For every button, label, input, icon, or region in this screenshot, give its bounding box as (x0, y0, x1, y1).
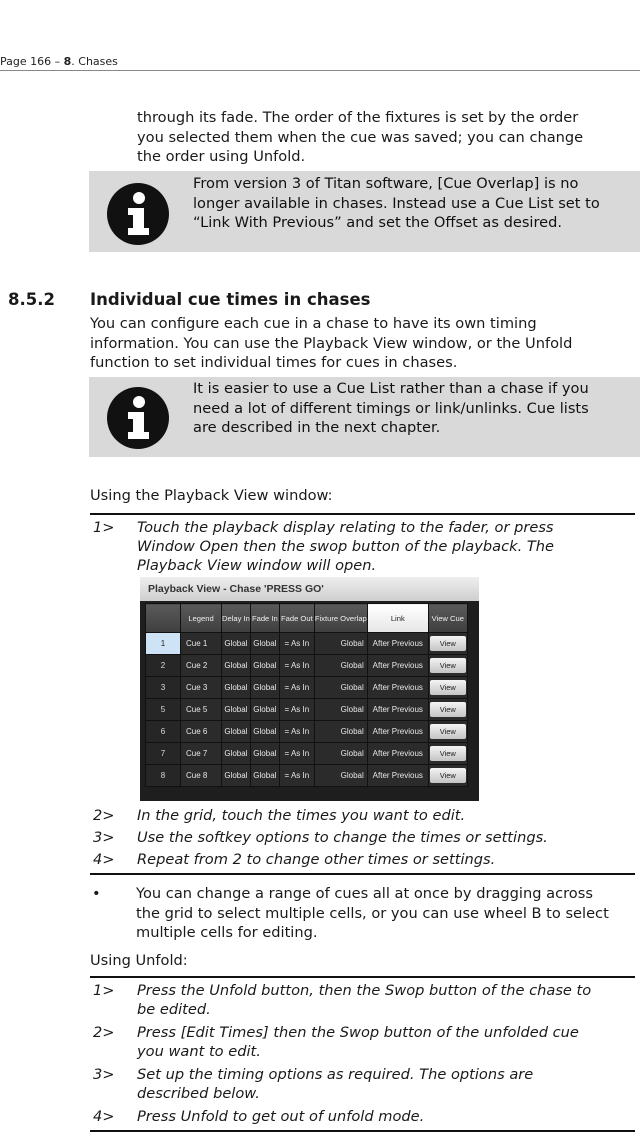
link-cell[interactable]: After Previous (367, 765, 428, 787)
page-header (0, 55, 118, 68)
column-header (146, 604, 181, 633)
playback-steps-1 (90, 513, 635, 575)
text-line: information. You can use the Playback View window, or the Unfold (90, 334, 573, 352)
step-item (90, 828, 635, 847)
fade-out-cell[interactable]: = As In (279, 655, 314, 677)
table-row[interactable] (146, 633, 468, 655)
text-line: Set up the timing options as required. The options are (137, 1066, 534, 1083)
info-icon (106, 182, 170, 246)
row-index[interactable]: 1 (146, 633, 181, 655)
info-note-2 (89, 377, 640, 457)
step-item (90, 1065, 635, 1103)
page-number: Page 166 (0, 55, 52, 68)
step-number: 2> (93, 807, 115, 824)
text-line: “Link With Previous” and set the Offset as desired. (193, 214, 563, 231)
overlap-cell[interactable]: Global (314, 765, 367, 787)
fade-in-cell[interactable]: Global (250, 721, 279, 743)
view-button[interactable]: View (430, 702, 466, 717)
step-item (90, 981, 635, 1019)
view-cell (428, 765, 467, 787)
step-text (137, 1065, 635, 1103)
step-number: 3> (93, 829, 115, 846)
row-index[interactable]: 2 (146, 655, 181, 677)
link-cell[interactable]: After Previous (367, 655, 428, 677)
delay-cell[interactable]: Global (222, 743, 251, 765)
delay-cell[interactable]: Global (222, 699, 251, 721)
text-line: you selected them when the cue was saved; you can change (137, 128, 584, 146)
step-item (90, 806, 635, 825)
fade-in-cell[interactable]: Global (250, 743, 279, 765)
divider (90, 873, 635, 875)
step-item (90, 850, 635, 869)
link-cell[interactable]: After Previous (367, 721, 428, 743)
step-text (137, 981, 635, 1019)
step-number: 3> (93, 1066, 115, 1083)
header-divider (0, 70, 640, 71)
view-cell (428, 633, 467, 655)
delay-cell[interactable]: Global (222, 677, 251, 699)
fade-out-cell[interactable]: = As In (279, 721, 314, 743)
text-line: you want to edit. (137, 1043, 261, 1060)
text-line: Touch the playback display relating to the fader, or press (137, 519, 554, 536)
fade-in-cell[interactable]: Global (250, 655, 279, 677)
text-line: Press [Edit Times] then the Swop button of the unfolded cue (137, 1024, 579, 1041)
link-cell[interactable]: After Previous (367, 633, 428, 655)
section-paragraph (90, 314, 572, 373)
fade-in-cell[interactable]: Global (250, 699, 279, 721)
step-number: 4> (93, 1108, 115, 1125)
link-cell[interactable]: After Previous (367, 699, 428, 721)
text-line: Window Open then the swop button of the playback. The (137, 538, 554, 555)
playback-view-window (140, 577, 479, 801)
step-number: 1> (93, 982, 115, 999)
divider (90, 513, 635, 515)
legend-cell[interactable]: Cue 5 (181, 699, 222, 721)
step-number: 1> (93, 519, 115, 536)
playback-steps-2 (90, 806, 635, 875)
view-button[interactable]: View (430, 768, 466, 783)
legend-cell[interactable]: Cue 2 (181, 655, 222, 677)
view-button[interactable]: View (430, 746, 466, 761)
bullet-item (90, 884, 638, 943)
view-cell (428, 699, 467, 721)
step-item (90, 1023, 635, 1061)
column-header: Delay In (222, 604, 251, 633)
view-button[interactable]: View (430, 680, 466, 695)
divider (90, 976, 635, 978)
using-playback-label: Using the Playback View window: (90, 487, 333, 504)
fade-in-cell[interactable]: Global (250, 677, 279, 699)
step-number: 4> (93, 851, 115, 868)
legend-cell[interactable]: Cue 3 (181, 677, 222, 699)
window-title: Playback View - Chase 'PRESS GO' (140, 577, 479, 601)
legend-cell[interactable]: Cue 8 (181, 765, 222, 787)
step-text: Repeat from 2 to change other times or settings. (137, 851, 496, 868)
text-line: From version 3 of Titan software, [Cue Overlap] is no (193, 175, 579, 192)
table-row[interactable] (146, 677, 468, 699)
table-row[interactable] (146, 699, 468, 721)
row-index[interactable]: 3 (146, 677, 181, 699)
cue-grid (145, 603, 468, 787)
intro-paragraph (137, 108, 583, 167)
column-header: Link (367, 604, 428, 633)
grid-scroll-fade (140, 787, 479, 801)
section-number: 8.5.2 (8, 290, 55, 309)
note-text (193, 379, 636, 438)
legend-cell[interactable]: Cue 1 (181, 633, 222, 655)
overlap-cell[interactable]: Global (314, 677, 367, 699)
row-index[interactable]: 7 (146, 743, 181, 765)
view-cell (428, 655, 467, 677)
fade-out-cell[interactable]: = As In (279, 633, 314, 655)
delay-cell[interactable]: Global (222, 765, 251, 787)
overlap-cell[interactable]: Global (314, 633, 367, 655)
column-header: Legend (181, 604, 222, 633)
text-line: It is easier to use a Cue List rather than a chase if you (193, 380, 589, 397)
row-index[interactable]: 8 (146, 765, 181, 787)
text-line: You can change a range of cues all at once by dragging across (136, 885, 593, 902)
text-line: the order using Unfold. (137, 148, 306, 165)
fade-out-cell[interactable]: = As In (279, 743, 314, 765)
overlap-cell[interactable]: Global (314, 655, 367, 677)
link-cell[interactable]: After Previous (367, 743, 428, 765)
fade-in-cell[interactable]: Global (250, 633, 279, 655)
table-row[interactable] (146, 721, 468, 743)
info-icon (106, 386, 170, 450)
fade-out-cell[interactable]: = As In (279, 765, 314, 787)
step-item (90, 518, 635, 575)
view-button[interactable]: View (430, 724, 466, 739)
overlap-cell[interactable]: Global (314, 721, 367, 743)
text-line: be edited. (137, 1001, 211, 1018)
column-header: Fade In (250, 604, 279, 633)
row-index[interactable]: 5 (146, 699, 181, 721)
step-text: Use the softkey options to change the times or settings. (137, 829, 548, 846)
text-line: through its fade. The order of the fixtures is set by the order (137, 109, 579, 126)
text-line: Playback View window will open. (137, 557, 377, 574)
text-line: multiple cells for editing. (136, 924, 318, 941)
column-header: Fixture Overlap (314, 604, 367, 633)
overlap-cell[interactable]: Global (314, 743, 367, 765)
bullet-text (136, 884, 638, 943)
delay-cell[interactable]: Global (222, 721, 251, 743)
step-text (137, 1023, 635, 1061)
view-cell (428, 743, 467, 765)
step-number: 2> (93, 1024, 115, 1041)
text-line: need a lot of different timings or link/unlinks. Cue lists (193, 399, 589, 417)
column-header: Fade Out (279, 604, 314, 633)
step-text (137, 518, 635, 575)
row-index[interactable]: 6 (146, 721, 181, 743)
text-line: the grid to select multiple cells, or you can use wheel B to select (136, 904, 609, 922)
overlap-cell[interactable]: Global (314, 699, 367, 721)
chapter-title: . Chases (71, 55, 118, 68)
info-note-1 (89, 171, 640, 252)
unfold-steps (90, 976, 635, 1132)
column-header: View Cue (428, 604, 467, 633)
table-row[interactable] (146, 743, 468, 765)
text-line: function to set individual times for cues in chases. (90, 354, 458, 371)
divider (90, 1130, 635, 1132)
legend-cell[interactable]: Cue 7 (181, 743, 222, 765)
text-line: described below. (137, 1085, 260, 1102)
fade-out-cell[interactable]: = As In (279, 699, 314, 721)
header-separator: – (51, 55, 64, 68)
legend-cell[interactable]: Cue 6 (181, 721, 222, 743)
delay-cell[interactable]: Global (222, 655, 251, 677)
table-row[interactable] (146, 765, 468, 787)
bullet-dot: • (92, 885, 101, 902)
view-cell (428, 677, 467, 699)
text-line: Press the Unfold button, then the Swop button of the chase to (137, 982, 592, 999)
delay-cell[interactable]: Global (222, 633, 251, 655)
step-text: In the grid, touch the times you want to edit. (137, 807, 466, 824)
view-cell (428, 721, 467, 743)
fade-out-cell[interactable]: = As In (279, 677, 314, 699)
text-line: are described in the next chapter. (193, 419, 441, 436)
text-line: You can configure each cue in a chase to have its own timing (90, 315, 537, 332)
chapter-number: 8 (63, 55, 72, 68)
view-button[interactable]: View (430, 636, 466, 651)
step-text: Press Unfold to get out of unfold mode. (137, 1108, 425, 1125)
note-text (193, 174, 636, 233)
using-unfold-label: Using Unfold: (90, 952, 188, 969)
section-title: Individual cue times in chases (90, 290, 371, 309)
text-line: longer available in chases. Instead use a Cue List set to (193, 194, 600, 212)
link-cell[interactable]: After Previous (367, 677, 428, 699)
step-item (90, 1107, 635, 1126)
fade-in-cell[interactable]: Global (250, 765, 279, 787)
view-button[interactable]: View (430, 658, 466, 673)
table-row[interactable] (146, 655, 468, 677)
